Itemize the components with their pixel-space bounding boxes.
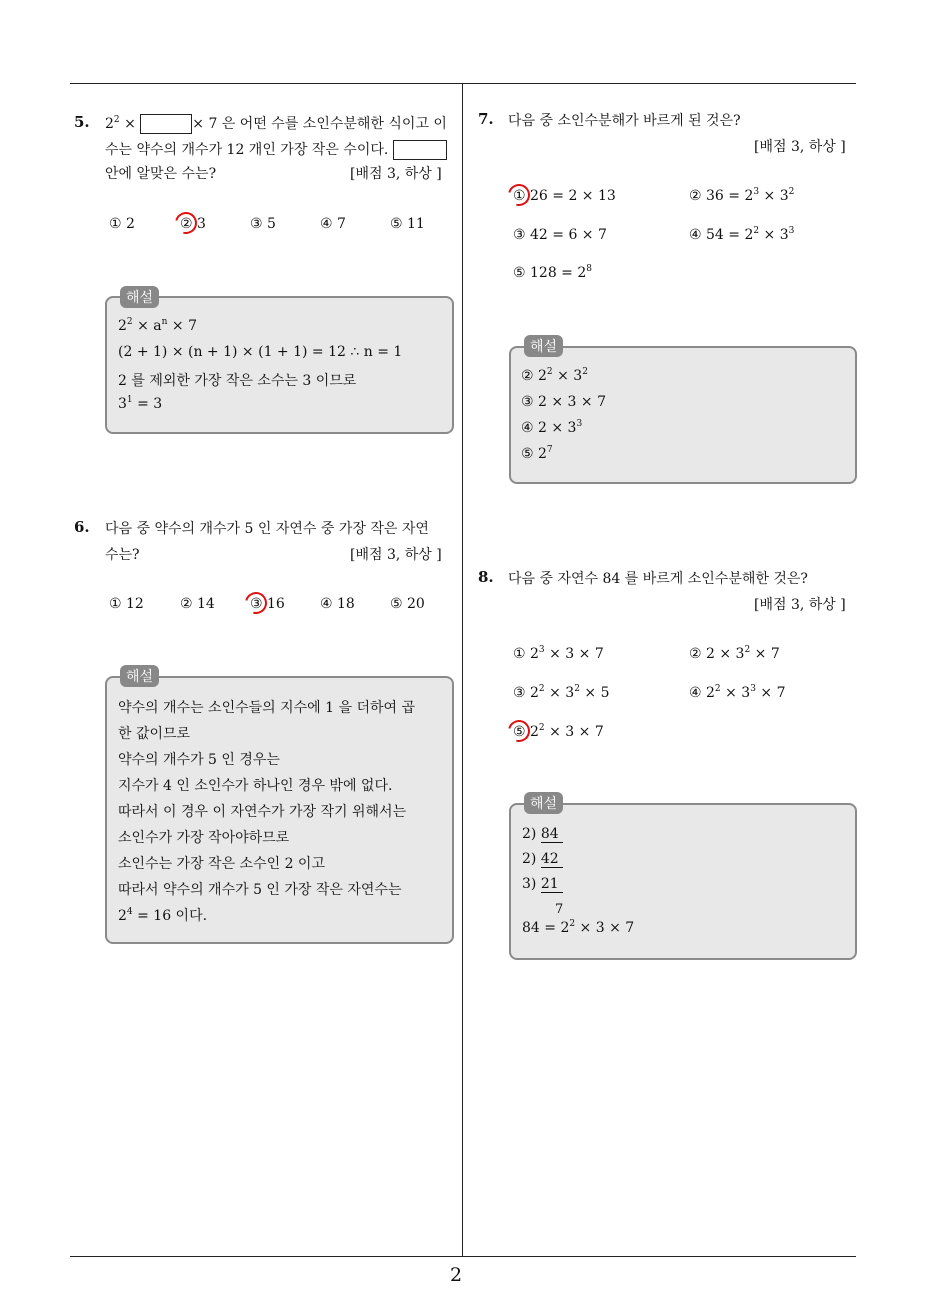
q5-blank-box — [140, 114, 192, 134]
q8-number: 8. — [478, 568, 494, 586]
q7-solution-tag: 해설 — [524, 335, 563, 357]
q6-line1: 다음 중 약수의 개수가 5 인 자연수 중 가장 작은 자연 — [105, 521, 429, 537]
q8-line1: 다음 중 자연수 84 를 바르게 소인수분해한 것은? — [508, 571, 808, 587]
q5-sol-line1: $2^2 \times a^n \times 7$ — [118, 317, 197, 334]
q5-line3: 안에 알맞은 수는? — [105, 166, 217, 182]
q7-choice-5[interactable]: ⑤ $128 = 2^8$ — [513, 264, 592, 281]
q5-solution-box — [105, 296, 454, 434]
page-number: 2 — [450, 1264, 463, 1286]
q8-choice-5[interactable]: ⑤ $2^2 \times 3 \times 7$ — [513, 723, 604, 740]
q7-choice-2[interactable]: ② $36 = 2^3 \times 3^2$ — [689, 187, 795, 204]
q6-sol-line: 지수가 4 인 소인수가 하나인 경우 밖에 없다. — [118, 778, 393, 794]
bottom-rule — [70, 1256, 856, 1257]
q8-answer-mark — [504, 716, 534, 746]
q7-sol-line3: ④ $2 \times 3^3$ — [521, 419, 583, 436]
q6-choice-2[interactable]: ② 14 — [180, 596, 215, 612]
q7-answer-mark — [504, 180, 534, 210]
q5-number: 5. — [74, 113, 90, 131]
q6-choice-5[interactable]: ⑤ 20 — [390, 596, 425, 612]
q5-blank-box-2 — [393, 140, 447, 160]
q5-choice-1[interactable]: ① 2 — [109, 216, 135, 232]
q8-div-row: 2) 42 — [522, 851, 563, 867]
q6-sol-line: 약수의 개수는 소인수들의 지수에 1 을 더하여 곱 — [118, 700, 416, 716]
q5-line1: $2^2$ × × 7 은 어떤 수를 소인수분해한 식이고 이 — [105, 115, 447, 132]
q8-choice-4[interactable]: ④ $2^2 \times 3^3 \times 7$ — [689, 684, 786, 701]
q6-sol-line: 소인수가 가장 작아야하므로 — [118, 830, 290, 846]
q5-line2: 수는 약수의 개수가 12 개인 가장 작은 수이다. — [105, 139, 447, 160]
q6-sol-line: 약수의 개수가 5 인 경우는 — [118, 752, 280, 768]
q6-answer-mark — [241, 588, 271, 618]
q8-score: [배점 3, 하상 ] — [754, 597, 846, 613]
q6-sol-line: 따라서 이 경우 이 자연수가 가장 작기 위해서는 — [118, 804, 407, 820]
column-divider — [462, 83, 463, 1256]
q6-score: [배점 3, 하상 ] — [350, 547, 442, 563]
q8-div-row: 3) 21 — [522, 876, 563, 892]
q6-choice-3[interactable]: ③ 16 — [250, 596, 285, 612]
q8-result: $84 = 2^2 \times 3 \times 7$ — [522, 919, 635, 936]
q7-choice-4[interactable]: ④ $54 = 2^2 \times 3^3$ — [689, 226, 795, 243]
q5-choice-4[interactable]: ④ 7 — [320, 216, 346, 232]
q7-choice-1[interactable]: ① 26 = 2 × 13 — [513, 188, 616, 204]
q6-solution-tag: 해설 — [120, 665, 159, 687]
q8-solution-tag: 해설 — [524, 792, 563, 814]
q5-answer-mark — [171, 208, 201, 238]
q7-number: 7. — [478, 110, 494, 128]
q8-choice-2[interactable]: ② $2 \times 3^2 \times 7$ — [689, 645, 780, 662]
q6-choice-1[interactable]: ① 12 — [109, 596, 144, 612]
q5-score: [배점 3, 하상 ] — [350, 166, 442, 182]
q6-sol-line: 따라서 약수의 개수가 5 인 가장 작은 자연수는 — [118, 882, 402, 898]
q6-choice-4[interactable]: ④ 18 — [320, 596, 355, 612]
top-rule — [70, 83, 856, 84]
q7-sol-line1: ② $2^2 \times 3^2$ — [521, 367, 588, 384]
q7-solution-box — [509, 346, 857, 484]
q5-choice-5[interactable]: ⑤ 11 — [390, 216, 425, 232]
q8-choice-3[interactable]: ③ $2^2 \times 3^2 \times 5$ — [513, 684, 610, 701]
q7-score: [배점 3, 하상 ] — [754, 139, 846, 155]
q5-solution-tag: 해설 — [120, 286, 159, 308]
q7-line1: 다음 중 소인수분해가 바르게 된 것은? — [508, 113, 741, 129]
q7-sol-line2: ③ 2 × 3 × 7 — [521, 394, 606, 410]
q7-sol-line4: ⑤ $2^7$ — [521, 445, 553, 462]
q5-choice-2[interactable]: ② 3 — [180, 216, 206, 232]
q5-sol-line2: (2 + 1) × (n + 1) × (1 + 1) = 12 ∴ n = 1 — [118, 344, 403, 360]
q6-line2: 수는? — [105, 547, 140, 563]
q6-number: 6. — [74, 518, 90, 536]
q6-sol-line: 한 값이므로 — [118, 726, 191, 742]
q5-sol-line4: $3^1 = 3$ — [118, 395, 163, 412]
q6-sol-last: $2^4 = 16$ 이다. — [118, 907, 208, 924]
q5-choice-3[interactable]: ③ 5 — [250, 216, 276, 232]
q8-choice-1[interactable]: ① $2^3 \times 3 \times 7$ — [513, 645, 604, 662]
q6-sol-line: 소인수는 가장 작은 소수인 2 이고 — [118, 856, 325, 872]
q7-choice-3[interactable]: ③ 42 = 6 × 7 — [513, 227, 607, 243]
q8-div-row: 2) 84 — [522, 826, 563, 842]
q8-div-quotient: 7 — [555, 902, 564, 917]
q5-sol-line3: 2 를 제외한 가장 작은 소수는 3 이므로 — [118, 373, 357, 389]
